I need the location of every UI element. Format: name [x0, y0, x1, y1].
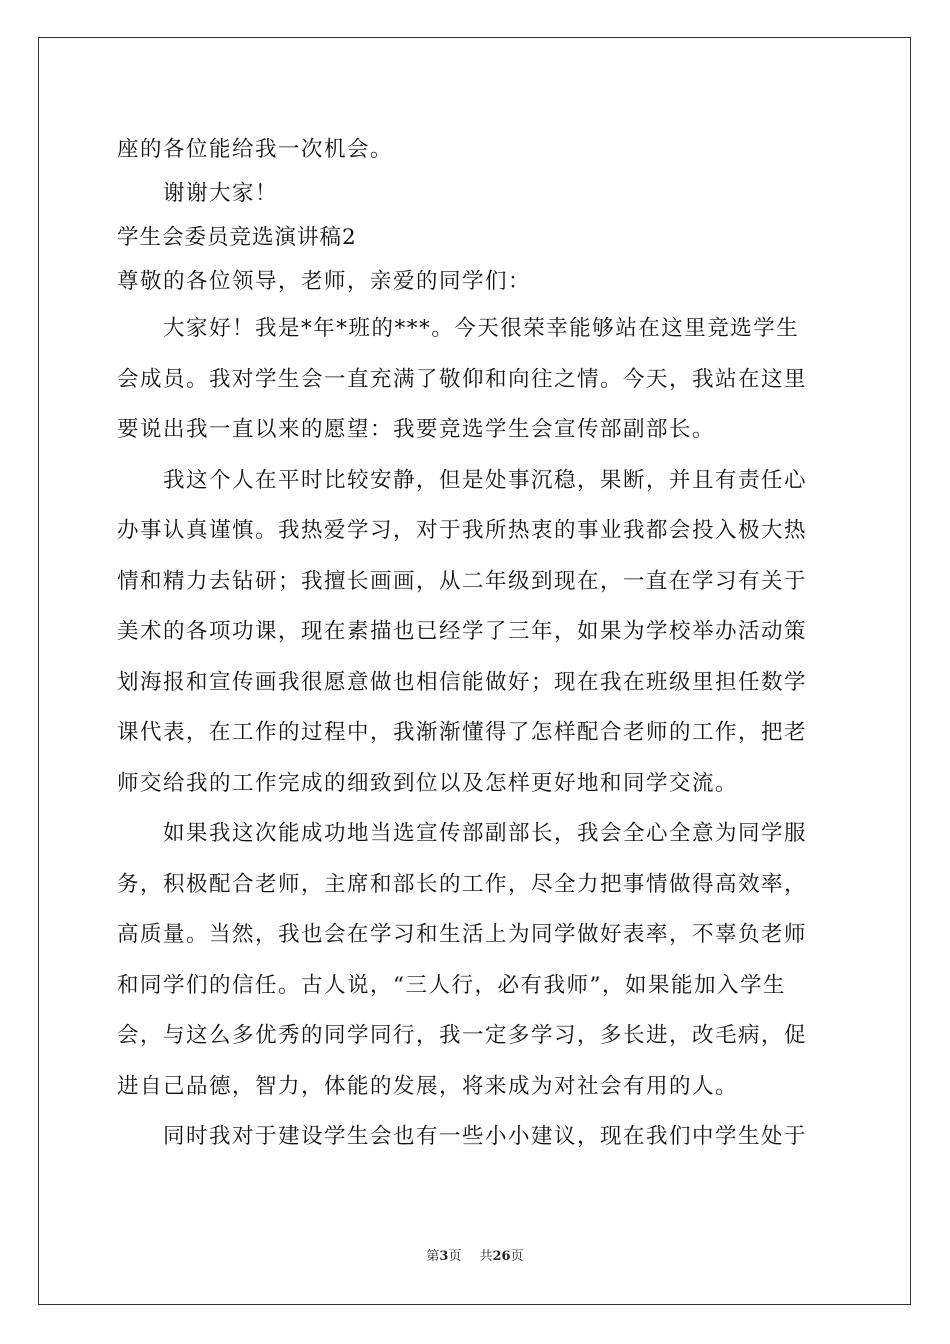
total-prefix: 共 — [479, 1249, 493, 1264]
text-line: 大家好！我是*年*班的***。今天很荣幸能够站在这里竞选学生 — [163, 316, 800, 341]
section-heading: 学生会委员竞选演讲稿2 — [117, 225, 357, 250]
text-line: 如果我这次能成功地当选宣传部副部长，我会全心全意为同学服 — [163, 821, 808, 846]
total-suffix: 页 — [510, 1249, 524, 1264]
document-body — [117, 128, 833, 1163]
text-line: 办事认真谨慎。我热爱学习，对于我所热衷的事业我都会投入极大热 — [117, 518, 808, 543]
page-prefix: 第 — [426, 1249, 440, 1264]
text-line: 座的各位能给我一次机会。 — [117, 137, 394, 162]
total-pages: 26 — [492, 1249, 511, 1264]
text-line: 情和精力去钻研；我擅长画画，从二年级到现在，一直在学习有关于 — [117, 568, 808, 594]
text-line: 我这个人在平时比较安静，但是处事沉稳，果断，并且有责任心 — [163, 467, 808, 493]
text-line: 课代表，在工作的过程中，我渐渐懂得了怎样配合老师的工作，把老 — [117, 720, 808, 745]
page-number: 3 — [439, 1249, 449, 1264]
page-footer — [0, 1245, 950, 1264]
text-line: 务，积极配合老师，主席和部长的工作，尽全力把事情做得高效率， — [117, 871, 808, 897]
text-line: 谢谢大家！ — [163, 181, 279, 206]
text-line: 师交给我的工作完成的细致到位以及怎样更好地和同学交流。 — [117, 770, 739, 796]
text-line: 要说出我一直以来的愿望：我要竞选学生会宣传部副部长。 — [117, 417, 716, 442]
text-line: 进自己品德，智力，体能的发展，将来成为对社会有用的人。 — [117, 1073, 739, 1099]
text-line: 划海报和宣传画我很愿意做也相信能做好；现在我在班级里担任数学 — [117, 669, 808, 695]
text-line: 高质量。当然，我也会在学习和生活上为同学做好表率，不辜负老师 — [117, 922, 808, 947]
salutation-line: 尊敬的各位领导，老师，亲爱的同学们： — [117, 269, 532, 294]
text-line: 会，与这么多优秀的同学同行，我一定多学习，多长进，改毛病，促 — [117, 1023, 808, 1048]
text-line: 会成员。我对学生会一直充满了敬仰和向往之情。今天，我站在这里 — [117, 366, 808, 392]
text-line: 同时我对于建设学生会也有一些小小建议，现在我们中学生处于 — [163, 1124, 808, 1149]
page-suffix: 页 — [448, 1249, 462, 1264]
text-line: 和同学们的信任。古人说，“三人行，必有我师”，如果能加入学生 — [117, 972, 786, 998]
text-line: 美术的各项功课，现在素描也已经学了三年，如果为学校举办活动策 — [117, 619, 808, 644]
